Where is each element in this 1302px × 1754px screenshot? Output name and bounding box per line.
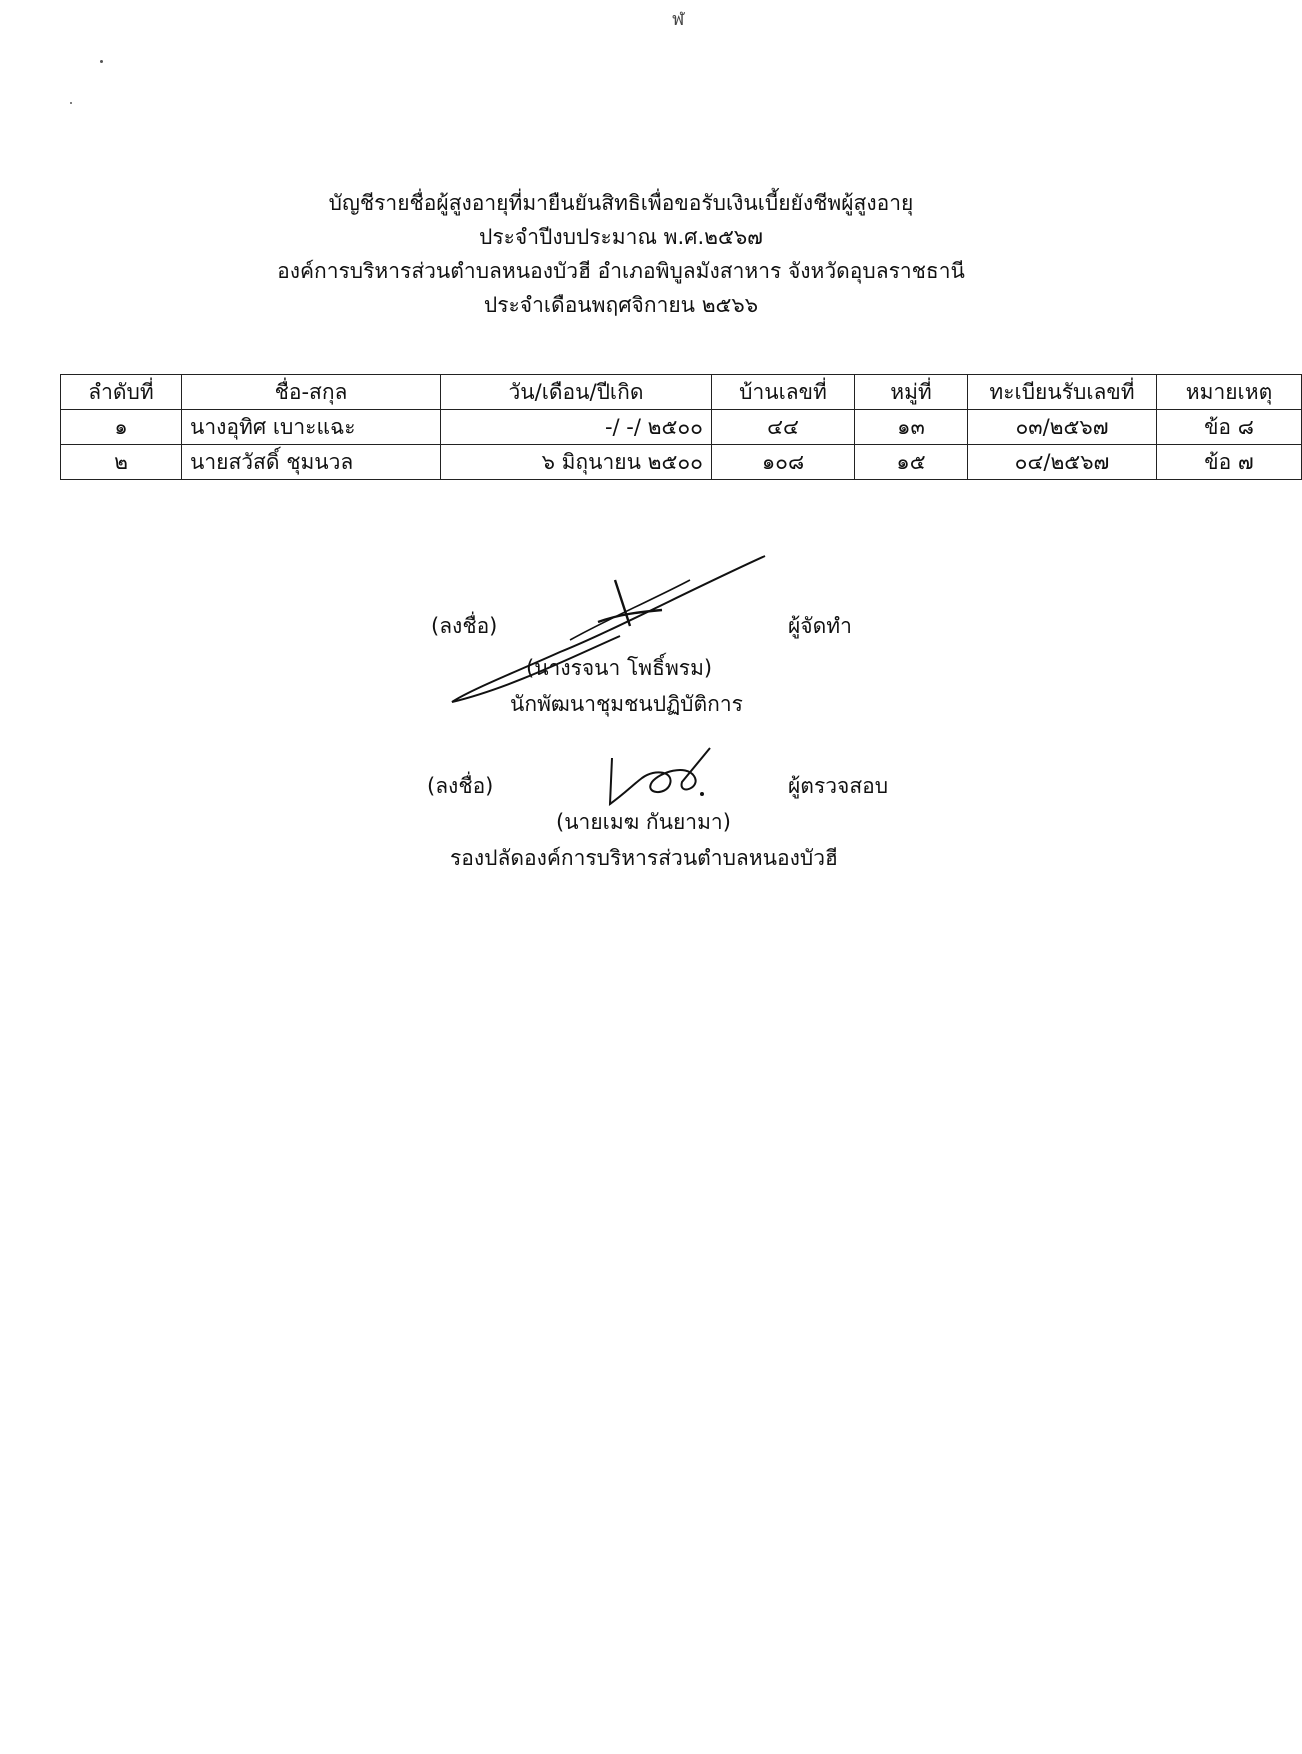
cell-remark: ข้อ ๗ <box>1157 445 1302 480</box>
cell-village-number: ๑๕ <box>855 445 968 480</box>
title-line-1: บัญชีรายชื่อผู้สูงอายุที่มายืนยันสิทธิเพื่อขอรับเงินเบี้ยยังชีพผู้สูงอายุ <box>328 191 914 215</box>
header-birthdate: วัน/เดือน/ปีเกิด <box>441 375 712 410</box>
cell-village-number: ๑๓ <box>855 410 968 445</box>
table-row <box>61 445 1302 480</box>
cell-sequence: ๑ <box>61 410 182 445</box>
checker-sign-label: (ลงชื่อ) <box>427 774 494 798</box>
document-title <box>0 186 1242 322</box>
preparer-sign-label: (ลงชื่อ) <box>431 614 498 638</box>
cell-remark: ข้อ ๘ <box>1157 410 1302 445</box>
header-house-number: บ้านเลขที่ <box>712 375 855 410</box>
cell-birthdate: ๖ มิถุนายน ๒๕๐๐ <box>441 445 712 480</box>
scan-speck <box>100 60 103 63</box>
cell-registration-number: ๐๓/๒๕๖๗ <box>968 410 1157 445</box>
header-name: ชื่อ-สกุล <box>182 375 441 410</box>
elderly-roster-table <box>60 374 1302 480</box>
checker-signature-drawing <box>590 738 730 814</box>
table-header-row <box>61 375 1302 410</box>
checker-role: ผู้ตรวจสอบ <box>788 774 889 798</box>
header-remark: หมายเหตุ <box>1157 375 1302 410</box>
preparer-role: ผู้จัดทำ <box>788 614 852 638</box>
page-mark: ฬ <box>672 9 685 30</box>
title-line-4: ประจำเดือนพฤศจิกายน ๒๕๖๖ <box>483 293 759 317</box>
cell-name: นางอุทิศ เบาะแฉะ <box>182 410 441 445</box>
cell-sequence: ๒ <box>61 445 182 480</box>
cell-house-number: ๑๐๘ <box>712 445 855 480</box>
header-sequence: ลำดับที่ <box>61 375 182 410</box>
checker-name: (นายเมฆ กันยามา) <box>556 810 731 834</box>
cell-name: นายสวัสดิ์ ชุมนวล <box>182 445 441 480</box>
preparer-name: (นางรจนา โพธิ์พรม) <box>526 656 713 680</box>
title-line-2: ประจำปีงบประมาณ พ.ศ.๒๕๖๗ <box>479 225 763 249</box>
title-line-3: องค์การบริหารส่วนตำบลหนองบัวฮี อำเภอพิบูลมังสาหาร จังหวัดอุบลราชธานี <box>277 259 965 283</box>
header-village-number: หมู่ที่ <box>855 375 968 410</box>
cell-registration-number: ๐๔/๒๕๖๗ <box>968 445 1157 480</box>
header-registration-number: ทะเบียนรับเลขที่ <box>968 375 1157 410</box>
cell-house-number: ๔๔ <box>712 410 855 445</box>
cell-birthdate: -/ -/ ๒๕๐๐ <box>441 410 712 445</box>
preparer-position: นักพัฒนาชุมชนปฏิบัติการ <box>510 692 743 716</box>
scan-speck <box>70 102 72 104</box>
preparer-signature-drawing <box>440 540 770 720</box>
checker-position: รองปลัดองค์การบริหารส่วนตำบลหนองบัวฮี <box>450 846 838 870</box>
table-row <box>61 410 1302 445</box>
